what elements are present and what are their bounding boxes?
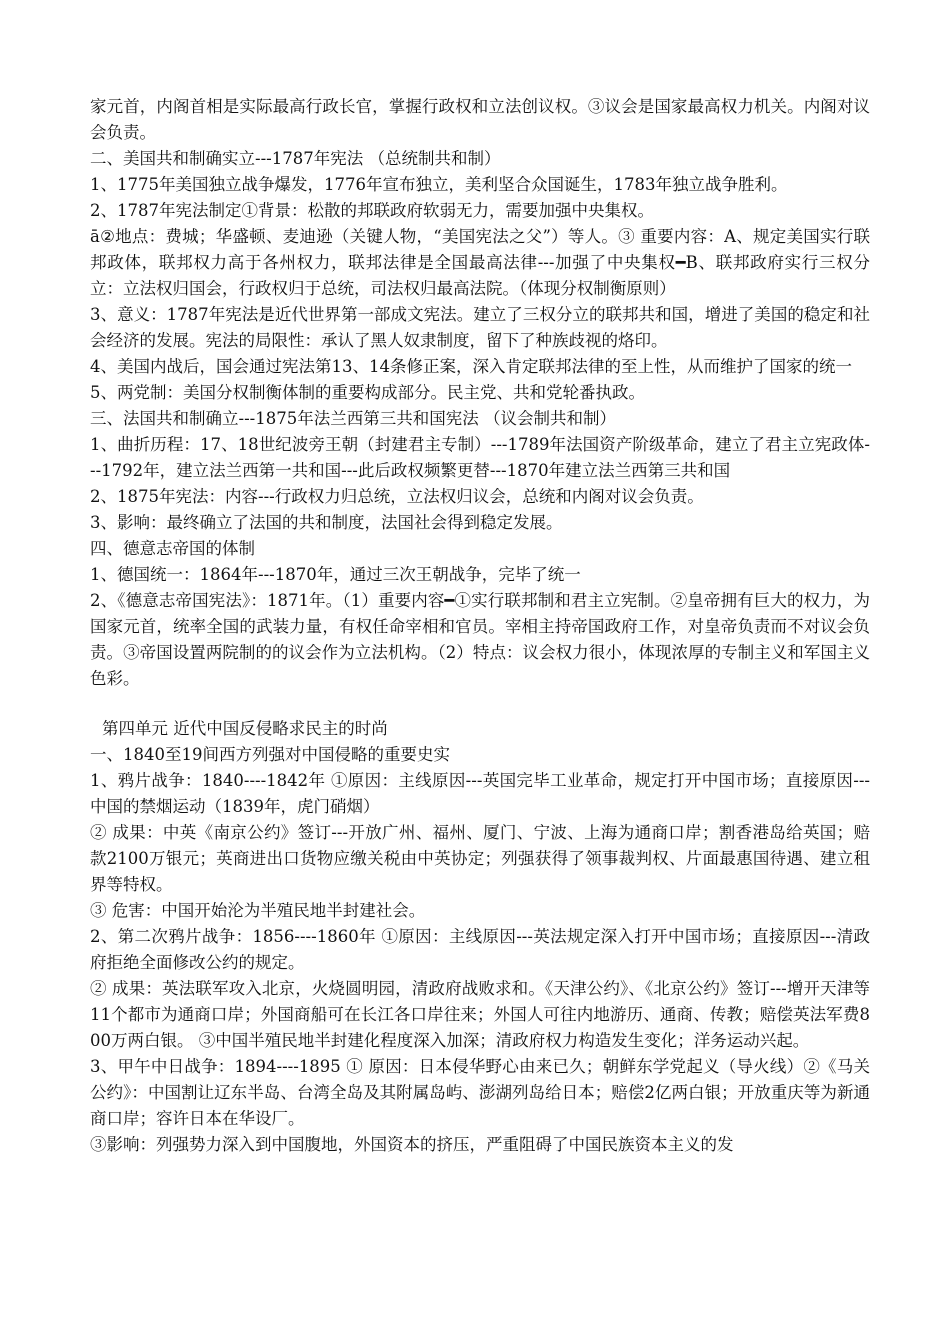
paragraph: 2、1787年宪法制定①背景：松散的邦联政府软弱无力，需要加强中央集权。 [90, 201, 654, 220]
paragraph: 2、《德意志帝国宪法》：1871年。（1）重要内容━①实行联邦制和君主立宪制。②皇帝拥有巨大的权力，为国家元首，统率全国的武装力量，有权任命宰相和官员。宰相主持帝国政府工作，对皇帝负责而不对议会负责。③帝国设置两院制的的议会作为立法机构。（2）特点：议会权力很小，体现浓厚的专制主义和军国主义色彩。 [90, 591, 870, 688]
paragraph: ③影响：列强势力深入到中国腹地，外国资本的挤压，严重阻碍了中国民族资本主义的发 [90, 1135, 734, 1154]
section-heading: 一、1840至19间西方列强对中国侵略的重要史实 [90, 745, 450, 764]
paragraph: ② 成果：中英《南京公约》签订---开放广州、福州、厦门、宁波、上海为通商口岸；割香港岛给英国；赔款2100万银元；英商进出口货物应缴关税由中英协定；列强获得了领事裁判权、片面最惠国待遇、建立租界等特权。 [90, 823, 870, 894]
blank-line [90, 692, 870, 716]
section-heading: 二、美国共和制确实立---1787年宪法 （总统制共和制） [90, 149, 501, 168]
paragraph: 1、德国统一：1864年---1870年，通过三次王朝战争，完毕了统一 [90, 565, 581, 584]
paragraph: 2、1875年宪法：内容---行政权力归总统，立法权归议会，总统和内阁对议会负责。 [90, 487, 704, 506]
section-heading: 四、德意志帝国的体制 [90, 539, 255, 558]
paragraph: 1、鸦片战争：1840----1842年 ①原因：主线原因---英国完毕工业革命，规定打开中国市场；直接原因---中国的禁烟运动（1839年，虎门硝烟） [90, 771, 870, 816]
section-heading: 三、法国共和制确立---1875年法兰西第三共和国宪法 （议会制共和制） [90, 409, 616, 428]
paragraph: ā②地点：费城；华盛顿、麦迪逊（关键人物，“美国宪法之父”）等人。③ 重要内容：A、规定美国实行联邦政体，联邦权力高于各州权力，联邦法律是全国最高法律---加强了中央集权━B、联邦政府实行三权分立：立法权归国会，行政权归于总统，司法权归最高法院。（体现分权制衡原则） [90, 227, 870, 298]
document-page [90, 94, 870, 1158]
paragraph: 2、第二次鸦片战争：1856----1860年 ①原因：主线原因---英法规定深入打开中国市场；直接原因---清政府拒绝全面修改公约的规定。 [90, 927, 870, 972]
unit-heading: 第四单元 近代中国反侵略求民主的时尚 [102, 719, 388, 738]
paragraph: 3、影响：最终确立了法国的共和制度，法国社会得到稳定发展。 [90, 513, 563, 532]
paragraph: ③ 危害：中国开始沦为半殖民地半封建社会。 [90, 901, 426, 920]
paragraph: 3、甲午中日战争：1894----1895 ① 原因：日本侵华野心由来已久；朝鲜东学党起义（导火线）②《马关公约》：中国割让辽东半岛、台湾全岛及其附属岛屿、澎湖列岛给日本；赔偿2亿两白银；开放重庆等为新通商口岸；容许日本在华设厂。 [90, 1057, 870, 1128]
paragraph: ② 成果：英法联军攻入北京，火烧圆明园，清政府战败求和。《天津公约》、《北京公约》签订---增开天津等11个都市为通商口岸；外国商船可在长江各口岸往来；外国人可往内地游历、通商、传教；赔偿英法军费800万两白银。 ③中国半殖民地半封建化程度深入加深；清政府权力构造发生变化；洋务运动兴起。 [90, 979, 870, 1050]
paragraph: 3、意义：1787年宪法是近代世界第一部成文宪法。建立了三权分立的联邦共和国，增进了美国的稳定和社会经济的发展。宪法的局限性：承认了黑人奴隶制度，留下了种族歧视的烙印。 [90, 305, 870, 350]
paragraph: 1、曲折历程：17、18世纪波旁王朝（封建君主专制）---1789年法国资产阶级革命，建立了君主立宪政体---1792年，建立法兰西第一共和国---此后政权频繁更替---1870年建立法兰西第三共和国 [90, 435, 870, 480]
paragraph: 家元首，内阁首相是实际最高行政长官，掌握行政权和立法创议权。③议会是国家最高权力机关。内阁对议会负责。 [90, 97, 870, 142]
paragraph: 1、1775年美国独立战争爆发，1776年宣布独立，美利坚合众国诞生，1783年独立战争胜利。 [90, 175, 788, 194]
paragraph: 5、两党制：美国分权制衡体制的重要构成部分。民主党、共和党轮番执政。 [90, 383, 645, 402]
paragraph: 4、美国内战后，国会通过宪法第13、14条修正案，深入肯定联邦法律的至上性，从而维护了国家的统一 [90, 357, 852, 376]
